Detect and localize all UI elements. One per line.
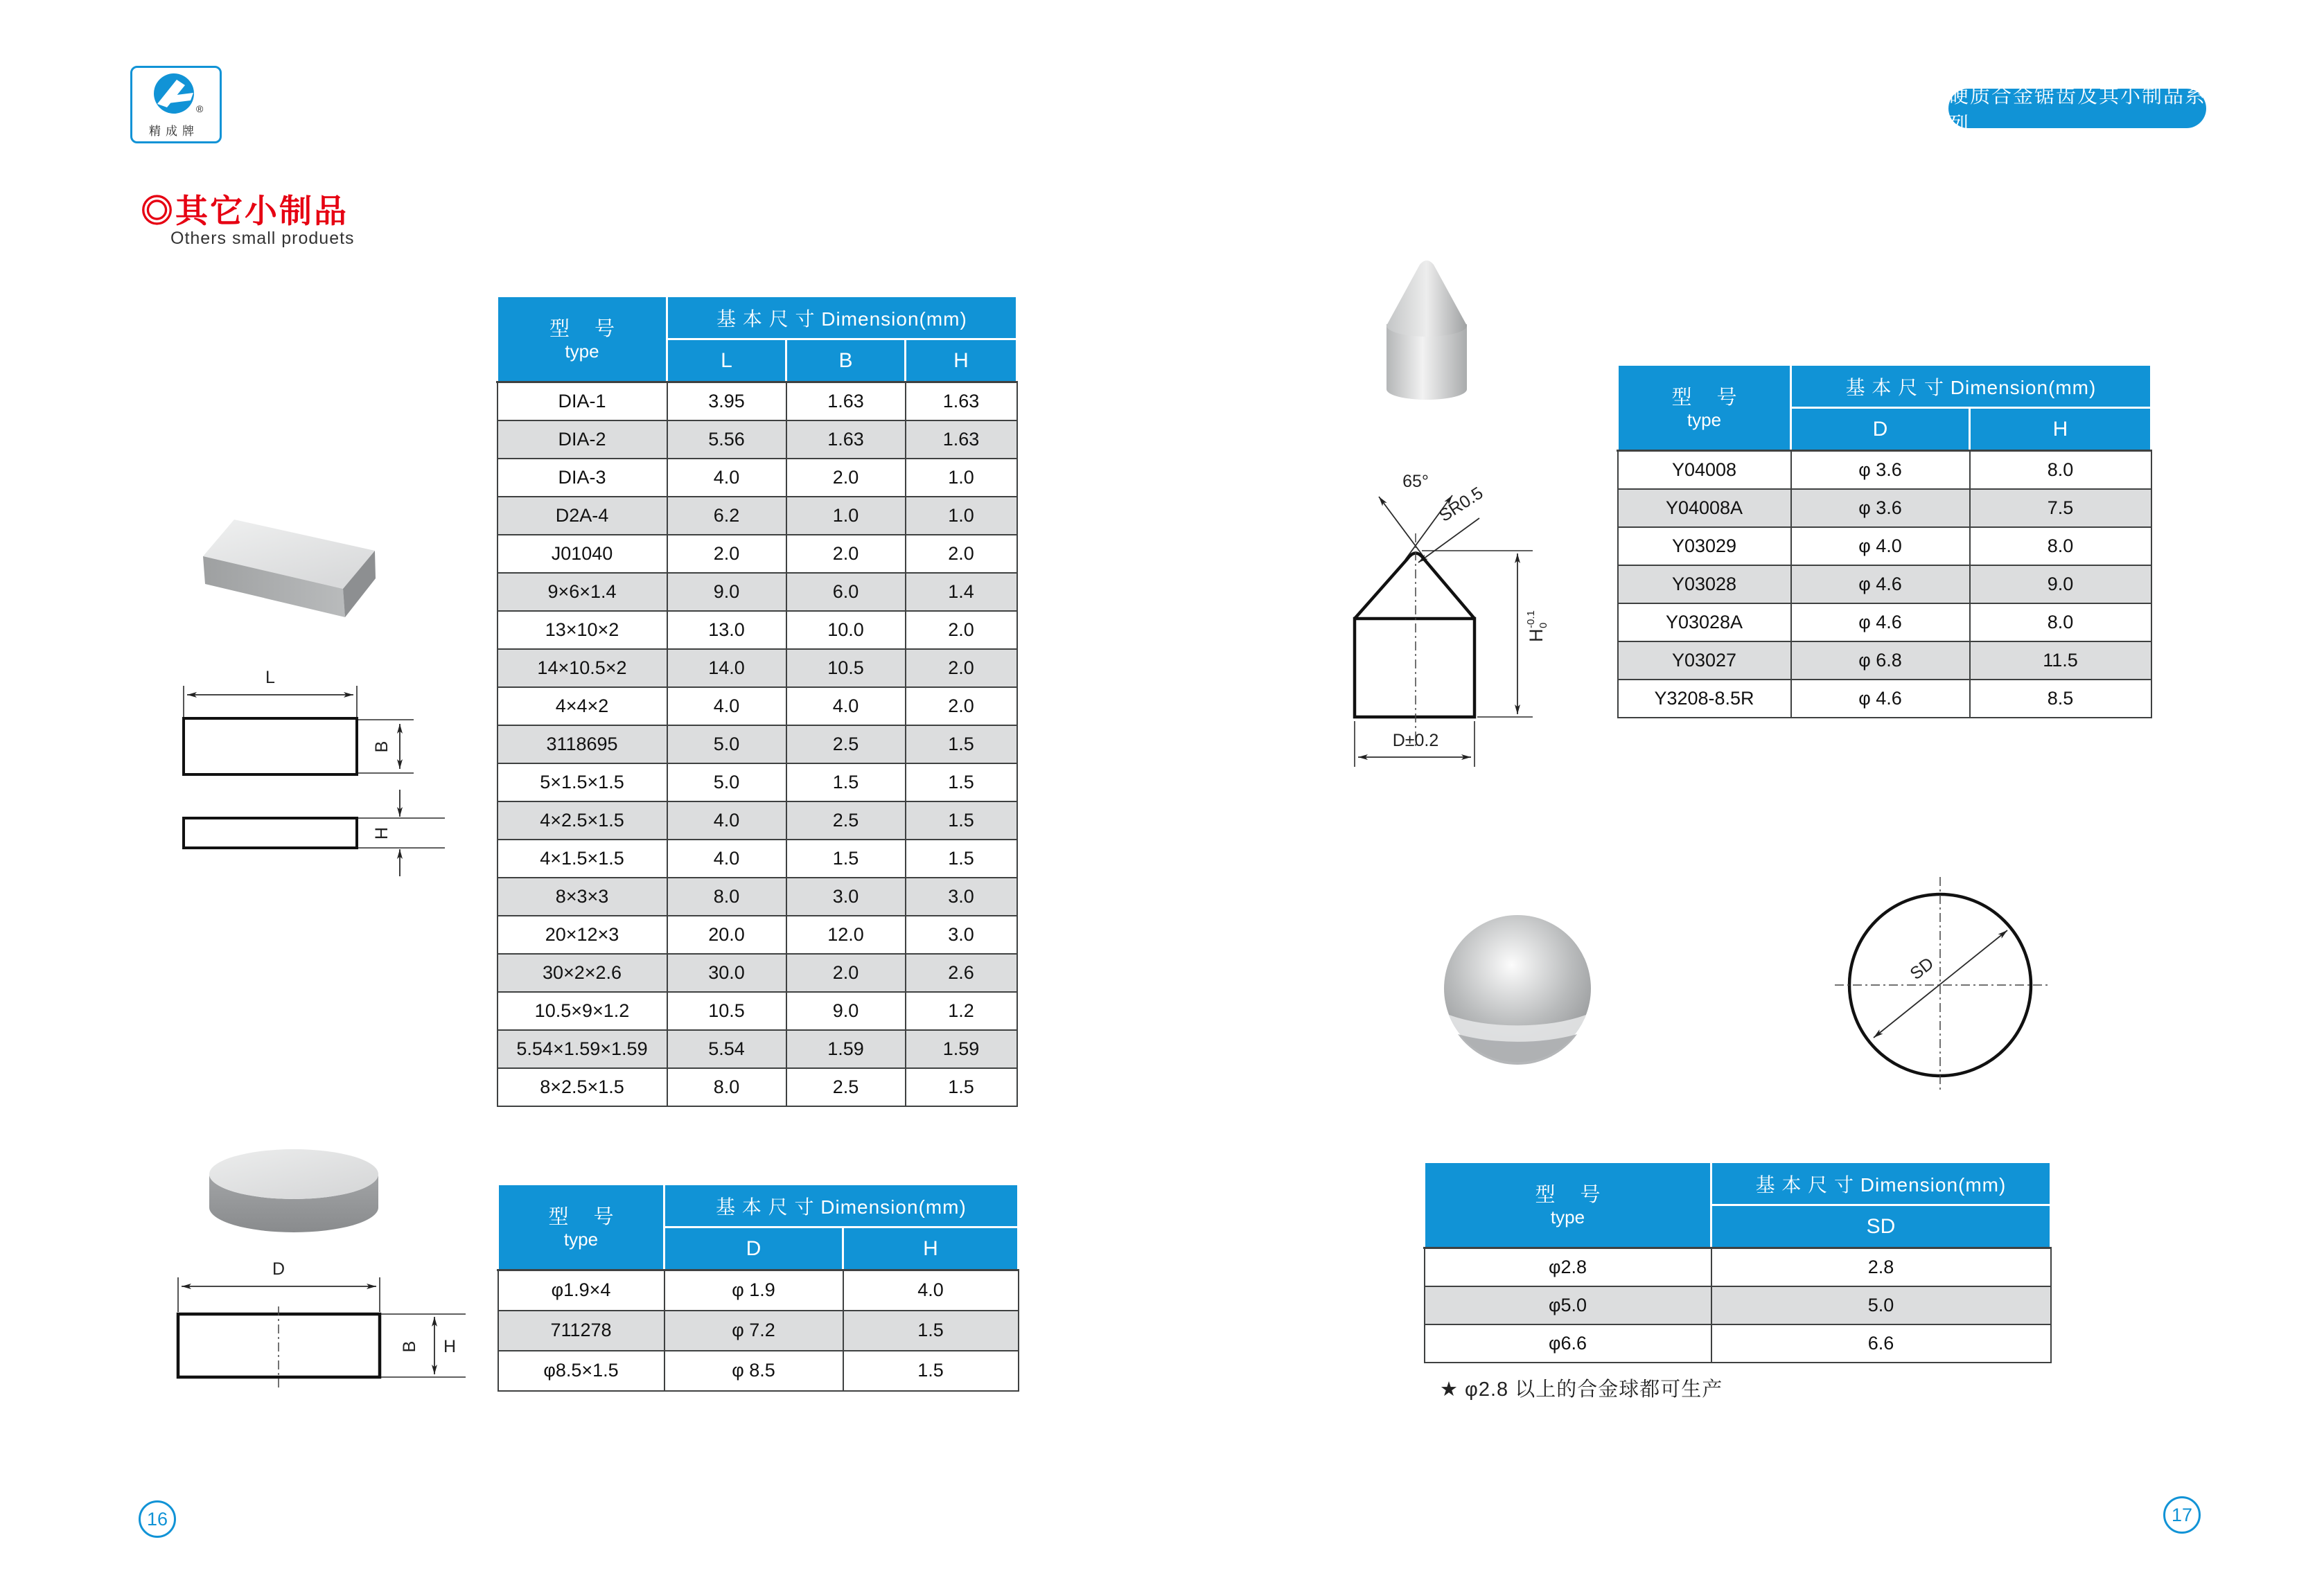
value-cell: 5.0 <box>1711 1286 2051 1324</box>
type-cell: 8×2.5×1.5 <box>498 1068 667 1106</box>
dimension-header-cell: 基 本 尺 寸 Dimension(mm) <box>664 1185 1019 1227</box>
type-header-cell <box>1618 365 1791 451</box>
value-cell: 6.6 <box>1711 1324 2051 1363</box>
brand-logo <box>130 66 222 143</box>
value-cell: 8.0 <box>1970 451 2151 489</box>
column-header-cell: D <box>664 1227 843 1270</box>
value-cell: 4.0 <box>667 687 786 725</box>
value-cell: 1.5 <box>906 725 1017 763</box>
value-cell: 7.5 <box>1970 489 2151 527</box>
value-cell: 1.0 <box>906 497 1017 535</box>
value-cell: 8.5 <box>1970 680 2151 718</box>
table-row <box>498 763 1017 801</box>
type-cell: 4×4×2 <box>498 687 667 725</box>
table-row <box>498 916 1017 954</box>
table-row <box>498 535 1017 573</box>
logo-brand-text: 精成牌 <box>149 125 199 138</box>
type-cell: φ1.9×4 <box>498 1270 664 1311</box>
value-cell: 5.56 <box>667 420 786 459</box>
value-cell: 1.2 <box>906 992 1017 1030</box>
table-row <box>498 725 1017 763</box>
table-row <box>1618 641 2151 680</box>
dim-label-d: D <box>272 1259 285 1279</box>
value-cell: 11.5 <box>1970 641 2151 680</box>
type-cell: Y3208-8.5R <box>1618 680 1791 718</box>
value-cell: 1.59 <box>786 1030 906 1068</box>
type-cell: 30×2×2.6 <box>498 954 667 992</box>
type-cell: D2A-4 <box>498 497 667 535</box>
value-cell: 4.0 <box>667 801 786 840</box>
value-cell: 1.63 <box>786 382 906 420</box>
type-header-cn: 型 号 <box>1535 1184 1610 1207</box>
size-table <box>1423 1161 2052 1363</box>
value-cell: 5.0 <box>667 763 786 801</box>
dim-label-d: D±0.2 <box>1392 731 1439 750</box>
type-header-cell <box>498 296 667 382</box>
value-cell: φ 4.0 <box>1791 527 1970 565</box>
type-cell: φ5.0 <box>1425 1286 1711 1324</box>
type-cell: 4×2.5×1.5 <box>498 801 667 840</box>
type-cell: φ8.5×1.5 <box>498 1351 664 1391</box>
value-cell: 1.5 <box>906 1068 1017 1106</box>
value-cell: 10.0 <box>786 611 906 649</box>
column-header-cell: B <box>786 339 906 382</box>
value-cell: φ 4.6 <box>1791 680 1970 718</box>
value-cell: 1.63 <box>906 420 1017 459</box>
value-cell: 1.63 <box>786 420 906 459</box>
table-row <box>498 954 1017 992</box>
value-cell: 9.0 <box>667 573 786 611</box>
value-cell: 1.59 <box>906 1030 1017 1068</box>
page-number-right: 17 <box>2163 1496 2201 1534</box>
type-cell: 9×6×1.4 <box>498 573 667 611</box>
value-cell: 1.0 <box>906 459 1017 497</box>
type-header-en: type <box>565 341 599 362</box>
table-row <box>498 649 1017 687</box>
type-header-en: type <box>563 1229 599 1250</box>
table-row <box>498 611 1017 649</box>
brand-mark-icon <box>132 68 220 141</box>
value-cell: 10.5 <box>786 649 906 687</box>
type-cell: 20×12×3 <box>498 916 667 954</box>
table-row <box>498 1068 1017 1106</box>
table-head <box>498 296 1017 382</box>
value-cell: 12.0 <box>786 916 906 954</box>
value-cell: 2.0 <box>786 954 906 992</box>
sphere-drawing <box>1829 871 2058 1100</box>
value-cell: φ 7.2 <box>664 1311 843 1351</box>
type-cell: Y04008 <box>1618 451 1791 489</box>
value-cell: 3.95 <box>667 382 786 420</box>
type-cell: 4×1.5×1.5 <box>498 840 667 878</box>
type-cell: 14×10.5×2 <box>498 649 667 687</box>
column-header-cell: H <box>1970 408 2151 451</box>
type-cell: Y04008A <box>1618 489 1791 527</box>
value-cell: 20.0 <box>667 916 786 954</box>
table-row <box>498 801 1017 840</box>
value-cell: 2.5 <box>786 801 906 840</box>
value-cell: 4.0 <box>667 459 786 497</box>
dimension-header-cell: 基 本 尺 寸 Dimension(mm) <box>1711 1162 2051 1205</box>
type-header-cell <box>498 1185 664 1270</box>
type-cell: φ2.8 <box>1425 1248 1711 1286</box>
value-cell: φ 3.6 <box>1791 451 1970 489</box>
table-body <box>1618 451 2151 718</box>
pin-size-table <box>1617 364 2152 718</box>
value-cell: 8.0 <box>667 1068 786 1106</box>
value-cell: 14.0 <box>667 649 786 687</box>
disc-photo <box>206 1145 381 1239</box>
dim-label-h-base: H <box>1526 628 1547 642</box>
page-title: ◎其它小制品 <box>141 193 349 229</box>
type-cell: Y03027 <box>1618 641 1791 680</box>
value-cell: 1.5 <box>843 1311 1019 1351</box>
column-header-cell: H <box>906 339 1017 382</box>
dim-label-l: L <box>265 668 275 687</box>
page-number-left: 16 <box>139 1500 176 1538</box>
table-row <box>498 992 1017 1030</box>
page-subtitle: Others small produets <box>170 229 355 248</box>
value-cell: 3.0 <box>906 916 1017 954</box>
type-header-cn: 型 号 <box>549 318 625 341</box>
value-cell: 3.0 <box>786 878 906 916</box>
value-cell: 3.0 <box>906 878 1017 916</box>
table-body <box>498 382 1017 1106</box>
table-head <box>498 1185 1019 1270</box>
dim-label-b: B <box>400 1340 419 1353</box>
type-header-en: type <box>1550 1207 1585 1228</box>
block-drawing <box>173 665 464 894</box>
value-cell: 1.5 <box>906 801 1017 840</box>
value-cell: 8.0 <box>1970 603 2151 641</box>
column-header-cell: L <box>667 339 786 382</box>
value-cell: 1.63 <box>906 382 1017 420</box>
type-cell: J01040 <box>498 535 667 573</box>
column-header-cell: D <box>1791 408 1970 451</box>
value-cell: 10.5 <box>667 992 786 1030</box>
value-cell: 2.0 <box>906 649 1017 687</box>
dim-label-h: H <box>443 1337 457 1356</box>
table-row <box>498 1270 1019 1311</box>
value-cell: 2.0 <box>786 459 906 497</box>
value-cell: 4.0 <box>667 840 786 878</box>
size-table <box>497 1183 1019 1392</box>
type-cell: 3118695 <box>498 725 667 763</box>
type-cell: Y03028 <box>1618 565 1791 603</box>
value-cell: 4.0 <box>786 687 906 725</box>
type-cell: 8×3×3 <box>498 878 667 916</box>
cone-drawing <box>1317 454 1552 779</box>
value-cell: 2.8 <box>1711 1248 2051 1286</box>
table-row <box>1618 527 2151 565</box>
table-row <box>498 382 1017 420</box>
value-cell: 9.0 <box>786 992 906 1030</box>
table-head <box>1425 1162 2051 1248</box>
type-cell: DIA-2 <box>498 420 667 459</box>
type-cell: 13×10×2 <box>498 611 667 649</box>
type-header-cn: 型 号 <box>548 1206 624 1229</box>
table-row <box>1618 489 2151 527</box>
value-cell: φ 8.5 <box>664 1351 843 1391</box>
type-cell: 5.54×1.59×1.59 <box>498 1030 667 1068</box>
dimension-header-cell: 基 本 尺 寸 Dimension(mm) <box>1791 365 2151 408</box>
disc-size-table <box>497 1183 1019 1392</box>
table-row <box>498 1030 1017 1068</box>
table-row <box>1618 565 2151 603</box>
table-row <box>1618 680 2151 718</box>
value-cell: 2.0 <box>786 535 906 573</box>
dim-label-h-sup: -0.1 <box>1525 610 1537 628</box>
table-row <box>498 840 1017 878</box>
value-cell: 5.0 <box>667 725 786 763</box>
table-row <box>498 1351 1019 1391</box>
table-row <box>498 1311 1019 1351</box>
ball-note: ★ φ2.8 以上的合金球都可生产 <box>1440 1378 1723 1401</box>
value-cell: 1.5 <box>906 840 1017 878</box>
dim-label-b: B <box>372 741 391 753</box>
value-cell: 2.0 <box>906 611 1017 649</box>
value-cell: 5.54 <box>667 1030 786 1068</box>
table-row <box>1425 1286 2051 1324</box>
table-row <box>1425 1248 2051 1286</box>
ball-size-table <box>1423 1161 2052 1363</box>
value-cell: 13.0 <box>667 611 786 649</box>
size-table <box>1617 364 2152 718</box>
value-cell: 1.5 <box>906 763 1017 801</box>
type-cell: Y03028A <box>1618 603 1791 641</box>
size-table <box>496 295 1018 1107</box>
table-row <box>498 420 1017 459</box>
value-cell: φ 1.9 <box>664 1270 843 1311</box>
value-cell: 2.5 <box>786 725 906 763</box>
table-row <box>1618 451 2151 489</box>
registered-mark: ® <box>196 103 204 114</box>
value-cell: 1.4 <box>906 573 1017 611</box>
column-header-cell: H <box>843 1227 1019 1270</box>
value-cell: 1.5 <box>843 1351 1019 1391</box>
cone-photo <box>1375 254 1478 414</box>
type-header-cell <box>1425 1162 1711 1248</box>
table-header-row <box>498 296 1017 339</box>
value-cell: 2.0 <box>906 687 1017 725</box>
block-photo <box>196 515 383 626</box>
value-cell: 6.2 <box>667 497 786 535</box>
value-cell: 2.0 <box>667 535 786 573</box>
dim-label-h: H <box>372 826 391 840</box>
table-body <box>498 1270 1019 1391</box>
ball-photo <box>1443 911 1594 1067</box>
table-row <box>498 497 1017 535</box>
value-cell: 9.0 <box>1970 565 2151 603</box>
block-size-table <box>496 295 1018 1107</box>
type-cell: 5×1.5×1.5 <box>498 763 667 801</box>
type-header-cn: 型 号 <box>1671 387 1747 409</box>
value-cell: φ 4.6 <box>1791 565 1970 603</box>
value-cell: 2.6 <box>906 954 1017 992</box>
table-row <box>1425 1324 2051 1363</box>
type-cell: 10.5×9×1.2 <box>498 992 667 1030</box>
value-cell: φ 6.8 <box>1791 641 1970 680</box>
table-row <box>1618 603 2151 641</box>
type-cell: Y03029 <box>1618 527 1791 565</box>
type-cell: DIA-1 <box>498 382 667 420</box>
value-cell: 2.5 <box>786 1068 906 1106</box>
column-header-cell: SD <box>1711 1205 2051 1248</box>
type-cell: DIA-3 <box>498 459 667 497</box>
disc-drawing <box>166 1252 475 1401</box>
value-cell: 8.0 <box>667 878 786 916</box>
dim-label-sr: SR0.5 <box>1435 483 1487 526</box>
value-cell: 1.0 <box>786 497 906 535</box>
dimension-header-cell: 基 本 尺 寸 Dimension(mm) <box>667 296 1017 339</box>
dim-label-sd: SD <box>1906 953 1938 984</box>
table-row <box>498 878 1017 916</box>
table-body <box>1425 1248 2051 1363</box>
value-cell: 30.0 <box>667 954 786 992</box>
value-cell: 6.0 <box>786 573 906 611</box>
value-cell: 2.0 <box>906 535 1017 573</box>
table-row <box>498 687 1017 725</box>
table-head <box>1618 365 2151 451</box>
type-cell: φ6.6 <box>1425 1324 1711 1363</box>
value-cell: φ 3.6 <box>1791 489 1970 527</box>
value-cell: 8.0 <box>1970 527 2151 565</box>
dim-label-angle: 65° <box>1402 472 1429 491</box>
value-cell: φ 4.6 <box>1791 603 1970 641</box>
table-header-row <box>1425 1162 2051 1205</box>
table-header-row <box>498 1185 1019 1227</box>
dim-label-h-sub: 0 <box>1538 622 1549 628</box>
table-row <box>498 459 1017 497</box>
table-row <box>498 573 1017 611</box>
type-cell: 711278 <box>498 1311 664 1351</box>
value-cell: 1.5 <box>786 840 906 878</box>
value-cell: 1.5 <box>786 763 906 801</box>
series-badge: 硬质合金锯齿及其小制品系列 <box>1948 85 2207 136</box>
type-header-en: type <box>1687 409 1722 431</box>
value-cell: 4.0 <box>843 1270 1019 1311</box>
table-header-row <box>1618 365 2151 408</box>
